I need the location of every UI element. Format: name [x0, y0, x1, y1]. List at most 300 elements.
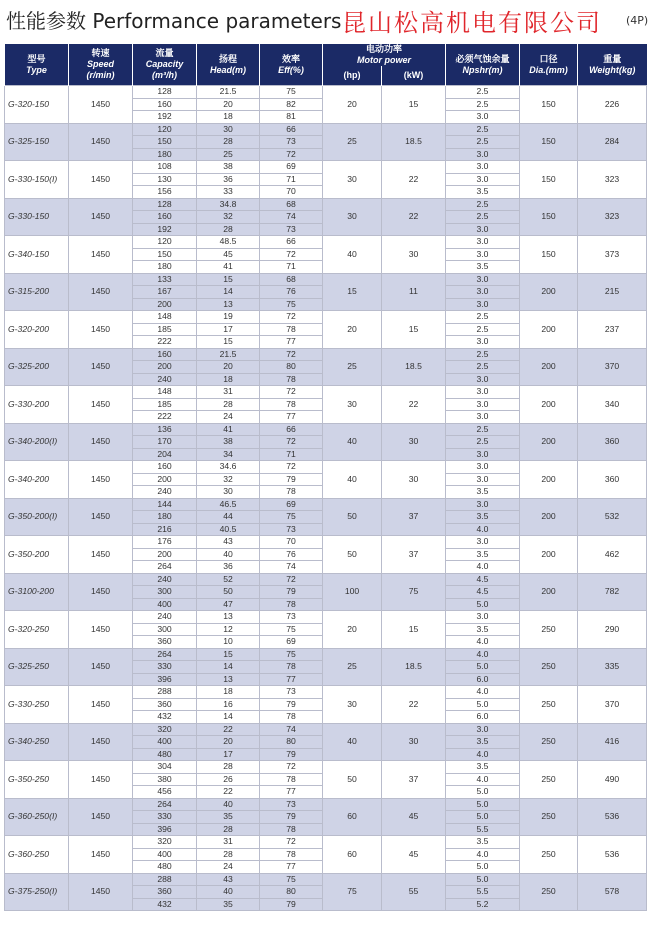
cell-dia: 200 — [520, 273, 578, 311]
cell-capacity: 320 — [133, 836, 197, 849]
cell-head: 19 — [197, 311, 260, 324]
cell-head: 41 — [197, 423, 260, 436]
cell-type: G-330-150 — [5, 198, 69, 236]
cell-capacity: 148 — [133, 386, 197, 399]
cell-hp: 20 — [323, 311, 382, 349]
cell-type: G-330-150(I) — [5, 161, 69, 199]
cell-head: 36 — [197, 173, 260, 186]
cell-head: 32 — [197, 473, 260, 486]
cell-head: 34.8 — [197, 198, 260, 211]
cell-eff: 78 — [260, 773, 323, 786]
cell-speed: 1450 — [69, 461, 133, 499]
cell-kw: 55 — [382, 873, 446, 911]
cell-head: 20 — [197, 736, 260, 749]
cell-head: 30 — [197, 123, 260, 136]
cell-npshr: 3.5 — [446, 186, 520, 199]
pump-group — [5, 611, 647, 649]
cell-capacity: 180 — [133, 148, 197, 161]
cell-weight: 360 — [578, 461, 647, 499]
cell-hp: 25 — [323, 348, 382, 386]
cell-capacity: 330 — [133, 811, 197, 824]
cell-eff: 72 — [260, 348, 323, 361]
cell-type: G-320-150 — [5, 86, 69, 124]
cell-capacity: 240 — [133, 373, 197, 386]
cell-npshr: 5.0 — [446, 661, 520, 674]
cell-eff: 73 — [260, 223, 323, 236]
cell-dia: 250 — [520, 873, 578, 911]
cell-speed: 1450 — [69, 686, 133, 724]
pump-group — [5, 461, 647, 499]
cell-npshr: 3.0 — [446, 498, 520, 511]
cell-weight: 237 — [578, 311, 647, 349]
pump-group — [5, 723, 647, 761]
cell-capacity: 320 — [133, 723, 197, 736]
cell-capacity: 192 — [133, 111, 197, 124]
cell-type: G-315-200 — [5, 273, 69, 311]
cell-npshr: 3.0 — [446, 286, 520, 299]
cell-head: 28 — [197, 136, 260, 149]
cell-weight: 416 — [578, 723, 647, 761]
cell-eff: 72 — [260, 836, 323, 849]
cell-head: 18 — [197, 111, 260, 124]
cell-eff: 72 — [260, 461, 323, 474]
cell-capacity: 204 — [133, 448, 197, 461]
pump-group — [5, 423, 647, 461]
cell-eff: 75 — [260, 623, 323, 636]
performance-table — [4, 44, 647, 911]
cell-capacity: 432 — [133, 711, 197, 724]
cell-eff: 73 — [260, 686, 323, 699]
cell-npshr: 2.5 — [446, 311, 520, 324]
cell-capacity: 300 — [133, 623, 197, 636]
cell-capacity: 288 — [133, 873, 197, 886]
cell-eff: 75 — [260, 86, 323, 99]
table-row — [5, 648, 647, 661]
cell-weight: 323 — [578, 198, 647, 236]
cell-capacity: 170 — [133, 436, 197, 449]
cell-speed: 1450 — [69, 123, 133, 161]
cell-eff: 68 — [260, 198, 323, 211]
cell-npshr: 2.5 — [446, 348, 520, 361]
cell-eff: 73 — [260, 611, 323, 624]
cell-hp: 50 — [323, 761, 382, 799]
cell-head: 26 — [197, 773, 260, 786]
table-row — [5, 161, 647, 174]
cell-speed: 1450 — [69, 348, 133, 386]
table-row — [5, 723, 647, 736]
cell-weight: 462 — [578, 536, 647, 574]
cell-npshr: 5.0 — [446, 786, 520, 799]
cell-head: 52 — [197, 573, 260, 586]
cell-weight: 340 — [578, 386, 647, 424]
cell-head: 28 — [197, 823, 260, 836]
cell-speed: 1450 — [69, 648, 133, 686]
cell-speed: 1450 — [69, 498, 133, 536]
cell-speed: 1450 — [69, 386, 133, 424]
cell-head: 45 — [197, 248, 260, 261]
pump-group — [5, 386, 647, 424]
cell-npshr: 3.0 — [446, 373, 520, 386]
cell-hp: 60 — [323, 836, 382, 874]
cell-speed: 1450 — [69, 161, 133, 199]
cell-head: 32 — [197, 211, 260, 224]
table-row — [5, 236, 647, 249]
cell-dia: 150 — [520, 236, 578, 274]
cell-capacity: 216 — [133, 523, 197, 536]
pump-group — [5, 161, 647, 199]
cell-dia: 150 — [520, 123, 578, 161]
cell-type: G-350-250 — [5, 761, 69, 799]
cell-speed: 1450 — [69, 311, 133, 349]
col-capacity-en: Capacity — [145, 59, 184, 69]
cell-capacity: 167 — [133, 286, 197, 299]
cell-eff: 70 — [260, 186, 323, 199]
cell-type: G-3100-200 — [5, 573, 69, 611]
cell-head: 40 — [197, 548, 260, 561]
cell-capacity: 136 — [133, 423, 197, 436]
cell-hp: 30 — [323, 198, 382, 236]
cell-dia: 150 — [520, 161, 578, 199]
page-title: 性能参数 Performance parameters — [6, 9, 342, 33]
cell-npshr: 3.0 — [446, 536, 520, 549]
table-row — [5, 123, 647, 136]
cell-npshr: 2.5 — [446, 123, 520, 136]
cell-npshr: 2.5 — [446, 198, 520, 211]
cell-head: 24 — [197, 861, 260, 874]
cell-npshr: 4.5 — [446, 573, 520, 586]
cell-weight: 578 — [578, 873, 647, 911]
cell-capacity: 200 — [133, 298, 197, 311]
cell-head: 48.5 — [197, 236, 260, 249]
cell-head: 18 — [197, 373, 260, 386]
col-head-cn: 扬程 — [218, 53, 237, 64]
col-eff-en: Eff(%) — [278, 64, 304, 75]
cell-npshr: 4.0 — [446, 848, 520, 861]
pole-note: (4P) — [626, 14, 649, 27]
col-speed-unit: (r/min) — [86, 70, 115, 80]
pump-group — [5, 86, 647, 124]
col-capacity-cn: 流量 — [155, 48, 174, 58]
cell-hp: 20 — [323, 611, 382, 649]
cell-capacity: 360 — [133, 636, 197, 649]
cell-npshr: 3.0 — [446, 148, 520, 161]
table-row — [5, 461, 647, 474]
cell-eff: 71 — [260, 448, 323, 461]
cell-npshr: 3.5 — [446, 623, 520, 636]
col-type-header — [5, 44, 69, 86]
cell-dia: 200 — [520, 536, 578, 574]
cell-npshr: 3.5 — [446, 261, 520, 274]
cell-capacity: 240 — [133, 486, 197, 499]
cell-eff: 79 — [260, 748, 323, 761]
cell-head: 28 — [197, 223, 260, 236]
col-npshr-header — [446, 44, 520, 86]
cell-capacity: 480 — [133, 861, 197, 874]
cell-npshr: 3.0 — [446, 173, 520, 186]
cell-capacity: 222 — [133, 411, 197, 424]
cell-speed: 1450 — [69, 573, 133, 611]
cell-eff: 74 — [260, 561, 323, 574]
cell-npshr: 4.0 — [446, 686, 520, 699]
cell-capacity: 400 — [133, 736, 197, 749]
cell-head: 35 — [197, 898, 260, 911]
cell-speed: 1450 — [69, 611, 133, 649]
cell-eff: 73 — [260, 136, 323, 149]
cell-capacity: 148 — [133, 311, 197, 324]
cell-npshr: 4.0 — [446, 773, 520, 786]
cell-capacity: 185 — [133, 323, 197, 336]
col-dia-en: Dia.(mm) — [529, 64, 568, 75]
cell-npshr: 3.5 — [446, 511, 520, 524]
cell-capacity: 330 — [133, 661, 197, 674]
cell-npshr: 2.5 — [446, 211, 520, 224]
cell-hp: 50 — [323, 498, 382, 536]
col-eff-cn: 效率 — [281, 53, 300, 64]
cell-eff: 75 — [260, 648, 323, 661]
cell-capacity: 128 — [133, 86, 197, 99]
cell-type: G-340-200 — [5, 461, 69, 499]
cell-capacity: 133 — [133, 273, 197, 286]
cell-eff: 72 — [260, 248, 323, 261]
cell-eff: 72 — [260, 573, 323, 586]
cell-hp: 40 — [323, 723, 382, 761]
pump-group — [5, 273, 647, 311]
pump-group — [5, 686, 647, 724]
cell-npshr: 3.0 — [446, 723, 520, 736]
cell-head: 28 — [197, 761, 260, 774]
cell-npshr: 4.0 — [446, 748, 520, 761]
pump-group — [5, 348, 647, 386]
cell-eff: 72 — [260, 148, 323, 161]
col-type-cn: 型号 — [27, 53, 46, 64]
cell-capacity: 160 — [133, 348, 197, 361]
cell-npshr: 3.5 — [446, 836, 520, 849]
cell-head: 34 — [197, 448, 260, 461]
cell-eff: 80 — [260, 736, 323, 749]
cell-eff: 80 — [260, 886, 323, 899]
cell-npshr: 5.5 — [446, 823, 520, 836]
cell-weight: 536 — [578, 836, 647, 874]
cell-capacity: 240 — [133, 611, 197, 624]
cell-npshr: 3.5 — [446, 548, 520, 561]
cell-capacity: 200 — [133, 548, 197, 561]
cell-kw: 22 — [382, 386, 446, 424]
cell-eff: 81 — [260, 111, 323, 124]
cell-eff: 78 — [260, 398, 323, 411]
cell-head: 22 — [197, 723, 260, 736]
pump-group — [5, 498, 647, 536]
cell-kw: 37 — [382, 498, 446, 536]
pump-group — [5, 311, 647, 349]
cell-npshr: 5.0 — [446, 598, 520, 611]
cell-dia: 150 — [520, 198, 578, 236]
cell-head: 38 — [197, 161, 260, 174]
cell-eff: 79 — [260, 898, 323, 911]
cell-npshr: 2.5 — [446, 323, 520, 336]
cell-hp: 30 — [323, 386, 382, 424]
cell-capacity: 304 — [133, 761, 197, 774]
cell-speed: 1450 — [69, 873, 133, 911]
cell-head: 21.5 — [197, 86, 260, 99]
cell-capacity: 180 — [133, 261, 197, 274]
cell-head: 18 — [197, 686, 260, 699]
cell-eff: 72 — [260, 436, 323, 449]
cell-eff: 82 — [260, 98, 323, 111]
cell-npshr: 5.2 — [446, 898, 520, 911]
cell-head: 44 — [197, 511, 260, 524]
cell-npshr: 3.0 — [446, 386, 520, 399]
col-head-en: Head(m) — [209, 64, 246, 75]
cell-dia: 200 — [520, 461, 578, 499]
cell-head: 34.6 — [197, 461, 260, 474]
cell-npshr: 5.0 — [446, 861, 520, 874]
cell-npshr: 3.0 — [446, 111, 520, 124]
cell-eff: 78 — [260, 848, 323, 861]
table-row — [5, 798, 647, 811]
cell-capacity: 300 — [133, 586, 197, 599]
cell-head: 13 — [197, 673, 260, 686]
col-speed-header — [69, 44, 133, 86]
cell-dia: 200 — [520, 386, 578, 424]
cell-type: G-325-200 — [5, 348, 69, 386]
cell-capacity: 400 — [133, 848, 197, 861]
cell-capacity: 150 — [133, 248, 197, 261]
cell-dia: 250 — [520, 836, 578, 874]
cell-head: 30 — [197, 486, 260, 499]
cell-capacity: 156 — [133, 186, 197, 199]
cell-eff: 78 — [260, 598, 323, 611]
cell-dia: 200 — [520, 311, 578, 349]
cell-hp: 25 — [323, 123, 382, 161]
cell-eff: 78 — [260, 486, 323, 499]
cell-kw: 37 — [382, 536, 446, 574]
cell-eff: 72 — [260, 386, 323, 399]
cell-head: 13 — [197, 611, 260, 624]
cell-npshr: 3.0 — [446, 448, 520, 461]
cell-dia: 200 — [520, 573, 578, 611]
table-row — [5, 86, 647, 99]
cell-head: 17 — [197, 323, 260, 336]
cell-kw: 30 — [382, 461, 446, 499]
cell-capacity: 240 — [133, 573, 197, 586]
cell-npshr: 6.0 — [446, 711, 520, 724]
cell-npshr: 4.0 — [446, 636, 520, 649]
cell-hp: 40 — [323, 236, 382, 274]
cell-capacity: 480 — [133, 748, 197, 761]
cell-speed: 1450 — [69, 761, 133, 799]
cell-npshr: 2.5 — [446, 98, 520, 111]
cell-type: G-350-200 — [5, 536, 69, 574]
cell-type: G-325-150 — [5, 123, 69, 161]
cell-npshr: 3.0 — [446, 461, 520, 474]
cell-eff: 78 — [260, 373, 323, 386]
cell-eff: 73 — [260, 523, 323, 536]
cell-kw: 11 — [382, 273, 446, 311]
cell-eff: 78 — [260, 661, 323, 674]
cell-head: 33 — [197, 186, 260, 199]
col-npshr-en: Npshr(m) — [462, 64, 503, 75]
cell-npshr: 5.0 — [446, 811, 520, 824]
pump-group — [5, 761, 647, 799]
table-row — [5, 423, 647, 436]
cell-head: 13 — [197, 298, 260, 311]
cell-weight: 370 — [578, 686, 647, 724]
col-npshr-cn: 必须气蚀余量 — [455, 53, 510, 64]
cell-capacity: 360 — [133, 886, 197, 899]
cell-speed: 1450 — [69, 86, 133, 124]
cell-capacity: 222 — [133, 336, 197, 349]
cell-capacity: 185 — [133, 398, 197, 411]
cell-head: 38 — [197, 436, 260, 449]
col-motor-cn: 电动功率 — [365, 44, 402, 54]
col-weight-cn: 重量 — [603, 53, 622, 64]
cell-eff: 72 — [260, 311, 323, 324]
cell-weight: 370 — [578, 348, 647, 386]
cell-capacity: 380 — [133, 773, 197, 786]
cell-type: G-350-200(I) — [5, 498, 69, 536]
cell-capacity: 396 — [133, 823, 197, 836]
cell-head: 20 — [197, 361, 260, 374]
cell-npshr: 3.0 — [446, 411, 520, 424]
cell-npshr: 6.0 — [446, 673, 520, 686]
cell-dia: 200 — [520, 498, 578, 536]
cell-npshr: 3.0 — [446, 248, 520, 261]
cell-eff: 66 — [260, 123, 323, 136]
pump-group — [5, 798, 647, 836]
table-row — [5, 611, 647, 624]
company-name: 昆山松高机电有限公司 — [342, 9, 602, 37]
cell-capacity: 120 — [133, 123, 197, 136]
cell-dia: 200 — [520, 348, 578, 386]
cell-type: G-340-150 — [5, 236, 69, 274]
cell-capacity: 396 — [133, 673, 197, 686]
cell-eff: 76 — [260, 286, 323, 299]
cell-head: 14 — [197, 661, 260, 674]
cell-hp: 20 — [323, 86, 382, 124]
cell-eff: 66 — [260, 423, 323, 436]
cell-speed: 1450 — [69, 236, 133, 274]
cell-speed: 1450 — [69, 723, 133, 761]
col-type-en: Type — [26, 64, 47, 75]
cell-head: 15 — [197, 648, 260, 661]
col-eff-header — [260, 44, 323, 86]
cell-weight: 490 — [578, 761, 647, 799]
table-row — [5, 573, 647, 586]
cell-dia: 250 — [520, 611, 578, 649]
cell-dia: 250 — [520, 798, 578, 836]
cell-capacity: 456 — [133, 786, 197, 799]
cell-head: 14 — [197, 711, 260, 724]
cell-capacity: 130 — [133, 173, 197, 186]
title-bar — [0, 0, 650, 40]
cell-capacity: 176 — [133, 536, 197, 549]
cell-head: 43 — [197, 536, 260, 549]
cell-kw: 30 — [382, 236, 446, 274]
cell-kw: 18.5 — [382, 648, 446, 686]
cell-weight: 782 — [578, 573, 647, 611]
cell-npshr: 3.0 — [446, 611, 520, 624]
cell-capacity: 400 — [133, 598, 197, 611]
pump-group — [5, 873, 647, 911]
cell-hp: 15 — [323, 273, 382, 311]
cell-head: 17 — [197, 748, 260, 761]
cell-dia: 250 — [520, 686, 578, 724]
cell-eff: 78 — [260, 823, 323, 836]
cell-eff: 76 — [260, 548, 323, 561]
cell-type: G-330-250 — [5, 686, 69, 724]
cell-capacity: 288 — [133, 686, 197, 699]
cell-weight: 536 — [578, 798, 647, 836]
